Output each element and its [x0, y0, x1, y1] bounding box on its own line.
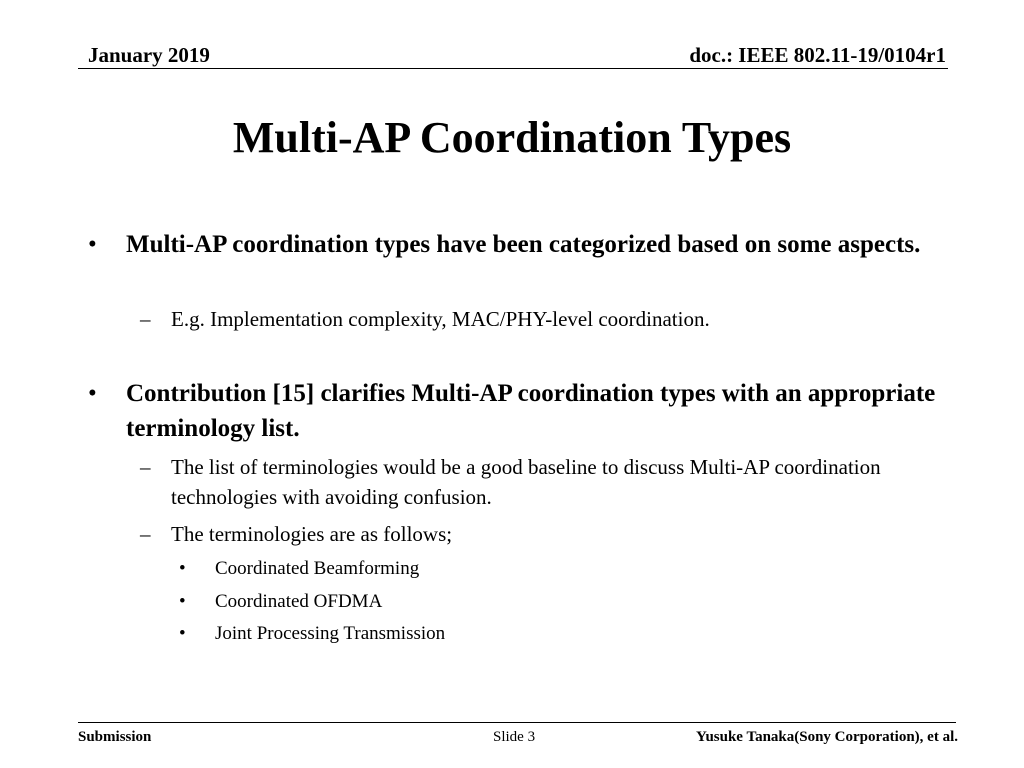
bullet-1-sub-1-text: E.g. Implementation complexity, MAC/PHY-level coordination. — [171, 307, 710, 331]
header-date: January 2019 — [88, 43, 210, 67]
bullet-marker: • — [88, 380, 97, 407]
bullet-2-sub-1-text: The list of terminologies would be a good baseline to discuss Multi-AP coordination technologies with avoiding confusion. — [171, 455, 881, 509]
bullet-2-text: Contribution [15] clarifies Multi-AP coordination types with an appropriate terminology list. — [126, 380, 936, 442]
bullet-1-text: Multi-AP coordination types have been categorized based on some aspects. — [126, 231, 921, 258]
terminology-item: Coordinated Beamforming — [215, 558, 420, 579]
bullet-marker: • — [88, 231, 97, 258]
footer-submission: Submission — [78, 729, 152, 745]
dash-marker: – — [140, 455, 151, 479]
footer-slide-number: Slide 3 — [493, 729, 536, 745]
header-doc-id: doc.: IEEE 802.11-19/0104r1 — [689, 43, 946, 67]
bullet-marker: • — [179, 591, 186, 612]
footer-authors: Yusuke Tanaka(Sony Corporation), et al. — [695, 729, 958, 745]
dash-marker: – — [140, 307, 151, 331]
bullet-2-sub-2-text: The terminologies are as follows; — [171, 522, 453, 546]
terminology-item: Joint Processing Transmission — [215, 623, 446, 644]
dash-marker: – — [140, 522, 151, 546]
footer-divider — [78, 722, 956, 723]
bullet-marker: • — [179, 623, 186, 644]
slide-title: Multi-AP Coordination Types — [232, 113, 792, 162]
terminology-item: Coordinated OFDMA — [215, 591, 383, 612]
bullet-marker: • — [179, 558, 186, 579]
